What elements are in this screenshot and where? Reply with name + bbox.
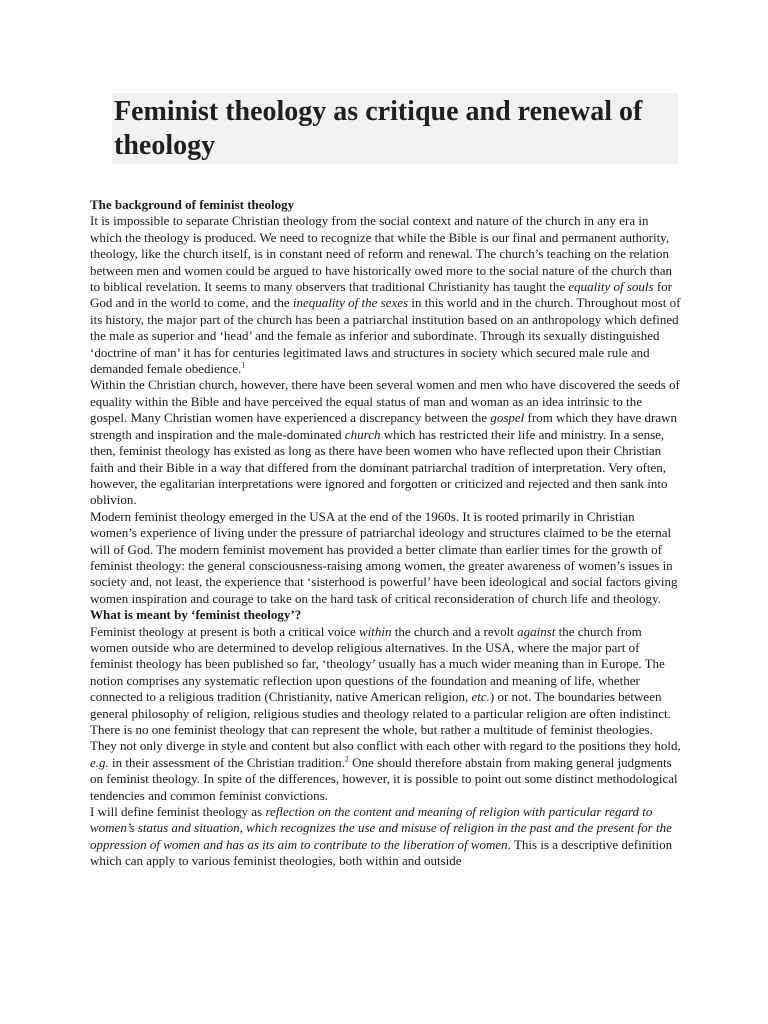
text-run: . This is a descriptive definition which can apply to various feminist theologies, both within and outside [90, 836, 673, 869]
italic-text: church [344, 426, 381, 442]
text-run: One should therefore abstain from making general judgments on feminist theology. In spite of the differences, however, it is possible to point out some distinct methodological tendencies and common feminist convictions. [90, 754, 678, 803]
body-paragraph [90, 213, 682, 377]
text-run: the church and a revolt [391, 623, 518, 639]
title-box [112, 93, 678, 164]
italic-text: reflection on the content and meaning of religion with particular regard to women’s status and situation, which recognizes the use and misuse of religion in the past and the present for the oppression of women and has as its aim to contribute to the liberation of women [90, 804, 672, 852]
text-run: from which they have drawn strength and inspiration and the male-dominated [90, 410, 677, 442]
text-run: in their assessment of the Christian tradition. [108, 754, 345, 770]
body-paragraph [90, 804, 682, 870]
body-paragraph [90, 377, 682, 508]
italic-text: e.g. [90, 754, 109, 770]
document-title: Feminist theology as critique and renewal of theology [114, 96, 643, 161]
body-paragraph [90, 624, 682, 722]
italic-text: inequality of the sexes [292, 295, 409, 311]
section-heading: What is meant by ‘feminist theology’? [90, 607, 302, 623]
text-run: for God and in the world to come, and the [90, 279, 672, 311]
text-run: which has restricted their life and ministry. In a sense, then, feminist theology has existed as long as there have been women who have reflected upon their Christian faith and their Bible in a way that differed from the dominant patriarchal tradition of interpretation. Very often, however, the egalitarian interpretations were ignored and forgotten or criticized and rejected and then sank into oblivion. [90, 426, 668, 508]
section-heading: The background of feminist theology [90, 197, 295, 212]
text-run: Within the Christian church, however, there have been several women and men who have discovered the seeds of equality within the Bible and have perceived the equal status of man and woman as an idea intrinsic to the gospel. Many Christian women have experienced a discrepancy between the [90, 377, 680, 426]
text-run: Feminist theology at present is both a critical voice [90, 623, 359, 639]
text-run: It is impossible to separate Christian theology from the social context and nature of the church in any era in which the theology is produced. We need to recognize that while the Bible is our final and permanent authority, theology, like the church itself, is in constant need of reform and renewal. The church’s teaching on the relation between men and women could be argued to have historically owed more to the social nature of the church than to biblical revelation. It seems to many observers that traditional Christianity has taught the [90, 213, 673, 295]
text-run: There is no one feminist theology that can represent the whole, but rather a multitude of feminist theologies. They not only diverge in style and content but also conflict with each other with regard to the positions they hold, [90, 722, 681, 754]
body-paragraph [90, 509, 682, 607]
italic-text: within [358, 623, 392, 639]
text-run: Modern feminist theology emerged in the USA at the end of the 1960s. It is rooted primarily in Christian women’s experience of living under the pressure of patriarchal ideology and structures claimed to be the eternal will of God. The modern feminist movement has provided a better climate than earlier times for the growth of feminist theology: the general consciousness-raising among women, the greater awareness of women’s issues in society and, not least, the experience that ‘sisterhood is powerful’ have been ideological and social factors giving women inspiration and courage to take on the hard task of critical reconsideration of church life and theology. [90, 508, 678, 606]
italic-text: etc. [471, 689, 490, 705]
body-paragraph [90, 722, 682, 804]
text-run: the church from women outside who are determined to develop religious alternatives. In the USA, where the major part of feminist theology has been published so far, ‘theology’ usually has a much wider meaning than in Europe. The notion comprises any systematic reflection upon questions of the foundation and meaning of life, whether connected to a religious tradition (Christianity, native American religion, [90, 623, 665, 705]
document-body [90, 197, 682, 870]
text-run: in this world and in the church. Throughout most of its history, the major part of the church has been a patriarchal institution based on an anthropology which defined the male as superior and ‘head’ and the female as inferior and subordinate. Through its sexually distinguished ‘doctrine of man’ it has for centuries legitimated laws and structures in society which secured male rule and demanded female obedience. [90, 295, 681, 377]
text-run: ) or not. The boundaries between general philosophy of religion, religious studies and theology related to a particular religion are often indistinct. [90, 689, 671, 721]
text-run: I will define feminist theology as [90, 804, 266, 820]
footnote-ref: 2 [344, 754, 349, 764]
italic-text: gospel [490, 410, 525, 426]
italic-text: against [517, 623, 556, 639]
footnote-ref: 1 [241, 360, 246, 370]
italic-text: equality of souls [568, 279, 654, 295]
